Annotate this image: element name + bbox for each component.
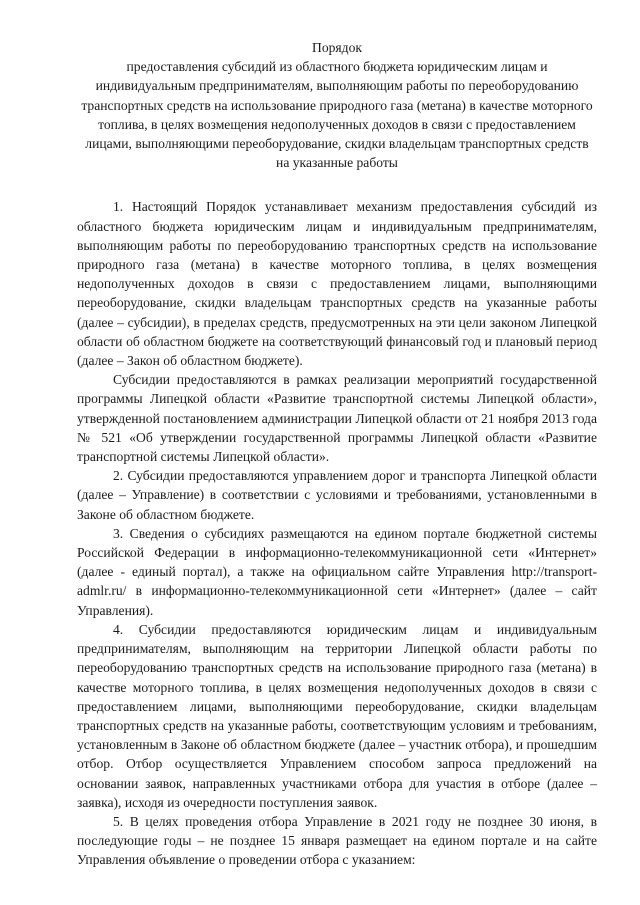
document-title: Порядок — [312, 40, 362, 55]
document-heading — [77, 38, 597, 172]
paragraph-3: 3. Сведения о субсидиях размещаются на едином портале бюджетной системы Российской Федерации в информационно-телекоммуникационной сети «Интернет» (далее - единый портал), а также на официальном сайте Управления http://transport-admlr.ru/ в информационно-телекоммуникационной сети «Интернет» (далее – сайт Управления). — [77, 525, 597, 618]
document-subtitle: предоставления субсидий из областного бюджета юридическим лицам и индивидуальным предпринимателям, выполняющим работы по переоборудованию транспортных средств на использование природного газа (метана) в качестве моторного топлива, в целях возмещения недополученных доходов в связи с предоставлением лицами, выполняющими переоборудование, скидки владельцам транспортных средств на указанные работы — [81, 59, 593, 171]
document-body — [77, 197, 597, 869]
paragraph-1: 1. Настоящий Порядок устанавливает механизм предоставления субсидий из областного бюджета юридическим лицам и индивидуальным предпринимателям, выполняющим работы по переоборудованию транспортных средств на использование природного газа (метана) в качестве моторного топлива, в целях возмещения недополученных доходов в связи с предоставлением лицами, выполняющими переоборудование, скидки владельцам транспортных средств на указанные работы (далее – субсидии), в пределах средств, предусмотренных на эти цели законом Липецкой области об областном бюджете на соответствующий финансовый год и плановый период (далее – Закон об областном бюджете). — [77, 199, 597, 369]
paragraph-2: 2. Субсидии предоставляются управлением дорог и транспорта Липецкой области (далее – Управление) в соответствии с условиями и требованиями, установленными в Законе об областном бюджете. — [77, 468, 597, 522]
document-page — [77, 38, 597, 870]
paragraph-4: 4. Субсидии предоставляются юридическим лицам и индивидуальным предпринимателям, выполняющим на территории Липецкой области работы по переоборудованию транспортных средств на использование природного газа (метана) в качестве моторного топлива, в целях возмещения недополученных доходов в связи с предоставлением лицами, выполняющими переоборудование, скидки владельцам транспортных средств на указанные работы, соответствующим условиям и требованиям, установленным в Законе об областном бюджете (далее – участник отбора), и прошедшим отбор. Отбор осуществляется Управлением способом запроса предложений на основании заявок, направленных участниками отбора для участия в отборе (далее – заявка), исходя из очередности поступления заявок. — [77, 621, 597, 810]
paragraph-1-continued: Субсидии предоставляются в рамках реализации мероприятий государственной программы Липецкой области «Развитие транспортной системы Липецкой области», утвержденной постановлением администрации Липецкой области от 21 ноября 2013 года № 521 «Об утверждении государственной программы Липецкой области «Развитие транспортной системы Липецкой области». — [77, 372, 597, 465]
paragraph-5: 5. В целях проведения отбора Управление в 2021 году не позднее 30 июня, в последующие годы – не позднее 15 января размещает на едином портале и на сайте Управления объявление о проведении отбора с указанием: — [77, 813, 597, 868]
